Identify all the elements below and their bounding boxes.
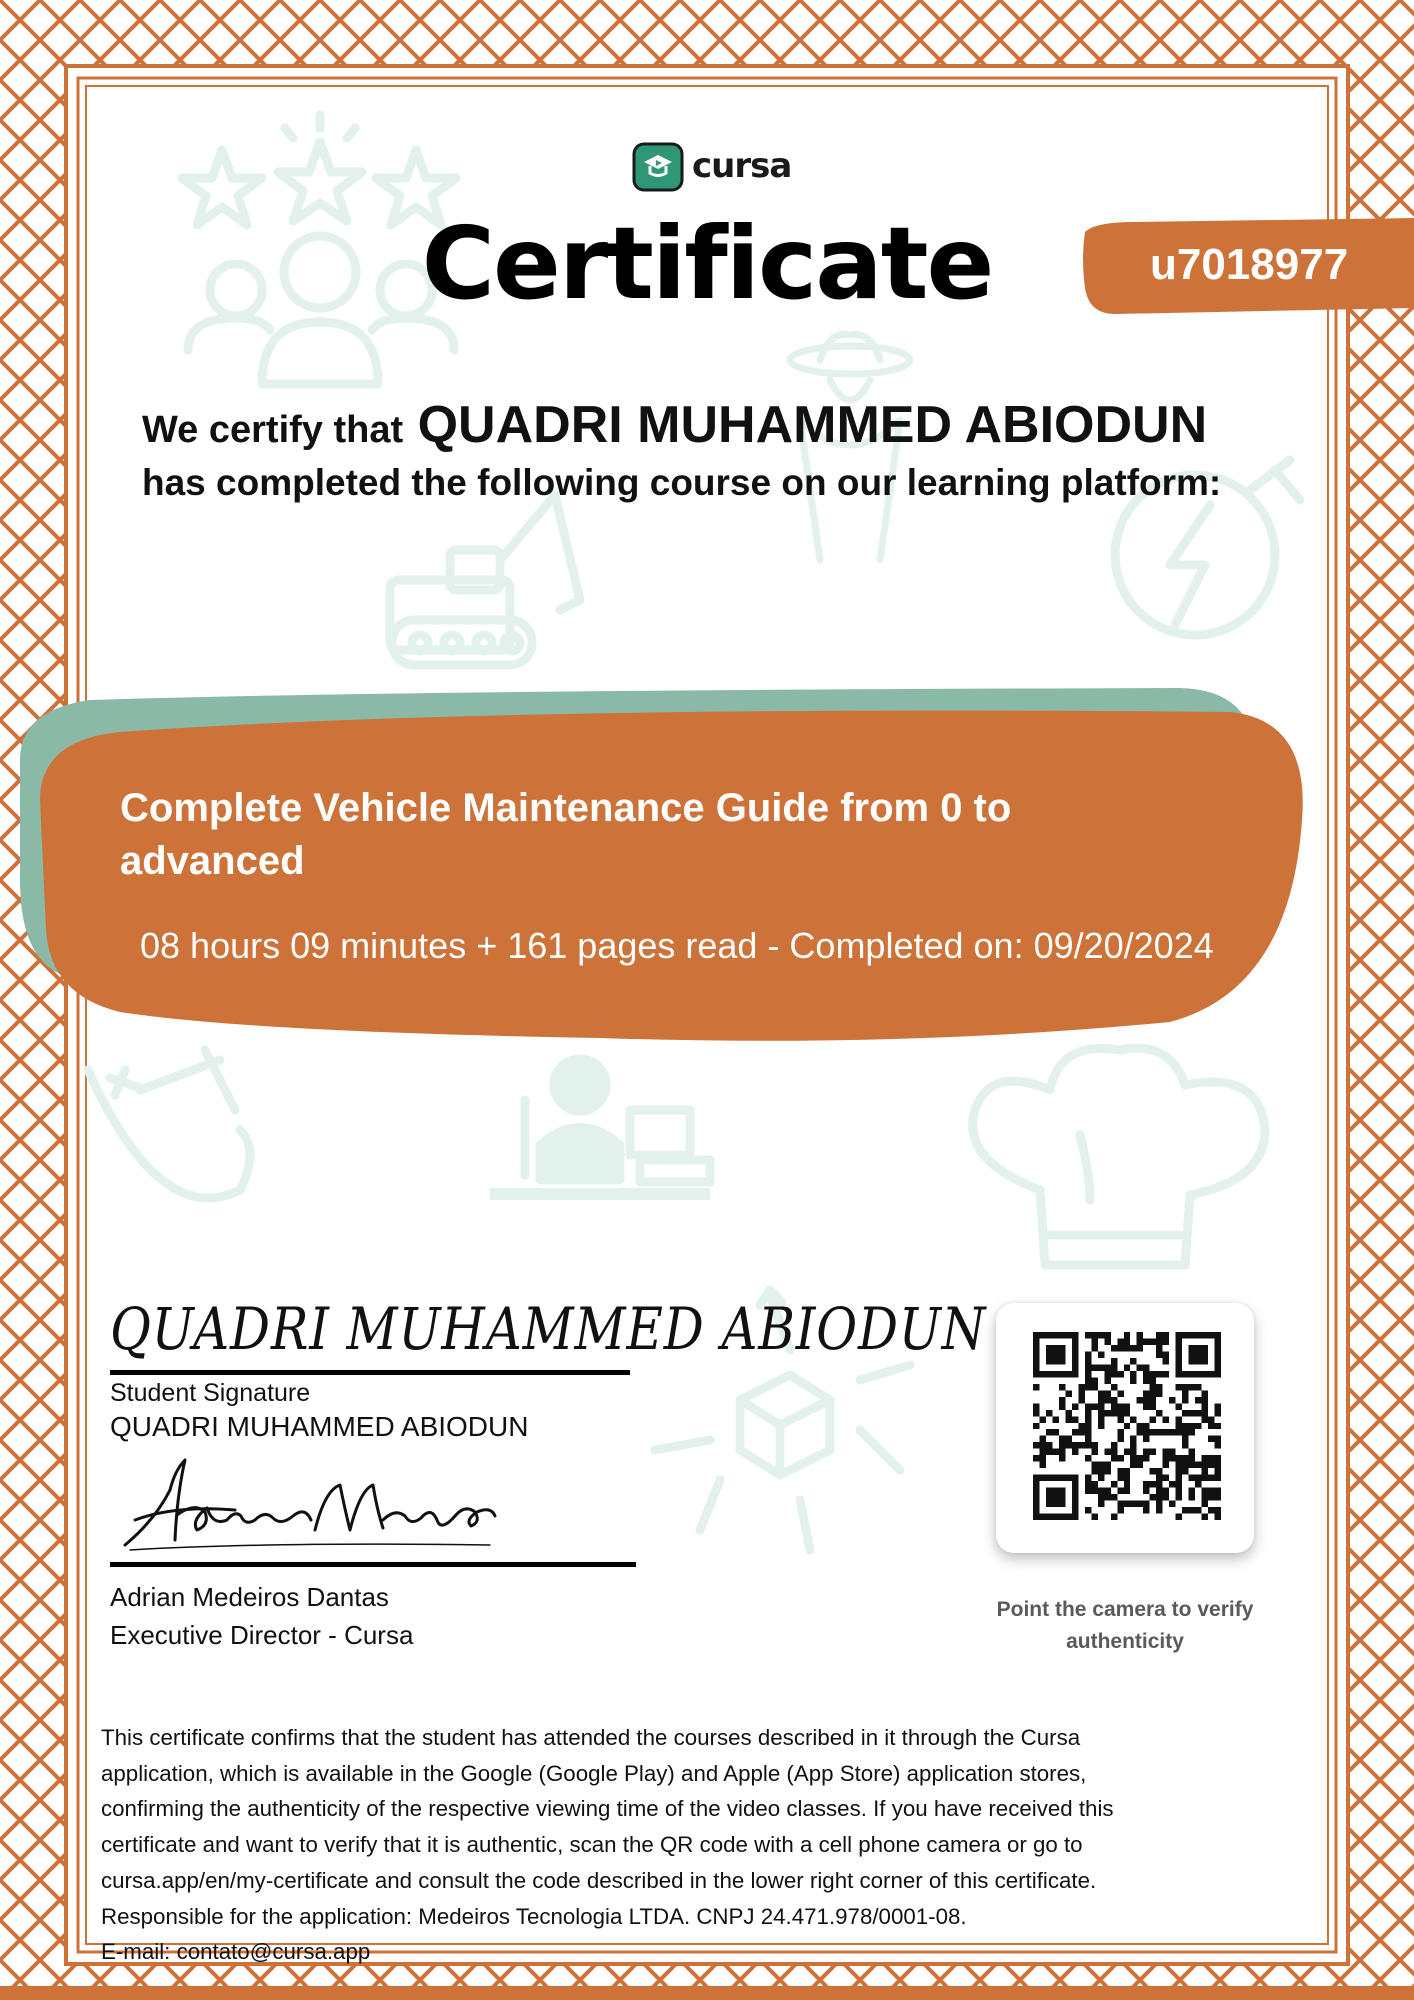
certificate-code: u7018977 xyxy=(1150,240,1349,289)
brand-name: cursa xyxy=(692,146,792,186)
footer-line: E-mail: contato@cursa.app xyxy=(101,1939,371,1965)
qr-code[interactable] xyxy=(1033,1332,1221,1520)
director-signature xyxy=(115,1450,505,1560)
director-signature-line xyxy=(110,1562,636,1567)
certify-lead: We certify that xyxy=(142,409,404,451)
cursa-logo xyxy=(632,140,791,192)
footer-line: certificate and want to verify that it is authentic, scan the QR code with a cell phone camera or go to xyxy=(101,1832,1083,1858)
certify-line xyxy=(142,395,1207,455)
certificate-title: Certificate xyxy=(421,205,993,322)
footer-line: This certificate confirms that the student has attended the courses described in it through the Cursa xyxy=(101,1725,1081,1750)
footer-line: confirming the authenticity of the respective viewing time of the video classes. If you have received this xyxy=(101,1796,1114,1822)
course-title: Complete Vehicle Maintenance Guide from 0 to advanced xyxy=(120,786,1012,883)
director-name: Adrian Medeiros Dantas xyxy=(110,1582,389,1612)
course-meta-container xyxy=(140,920,1260,976)
graduation-play-icon xyxy=(632,140,684,192)
student-signature-label: Student Signature xyxy=(110,1379,311,1407)
student-signature-line xyxy=(110,1370,630,1375)
footer-disclaimer xyxy=(101,1720,1321,1970)
course-meta: 08 hours 09 minutes + 161 pages read - Completed on: 09/20/2024 xyxy=(140,925,1214,966)
footer-line: cursa.app/en/my-certificate and consult the code described in the lower right corner of this certificate. xyxy=(101,1867,1097,1893)
student-name: QUADRI MUHAMMED ABIODUN xyxy=(417,396,1208,454)
qr-caption: Point the camera to verify authenticity xyxy=(996,1598,1254,1653)
completed-line: has completed the following course on our learning platform: xyxy=(142,462,1222,503)
student-signature-name: QUADRI MUHAMMED ABIODUN xyxy=(110,1411,529,1442)
student-signature: QUADRI MUHAMMED ABIODUN xyxy=(110,1295,987,1363)
footer-line: Responsible for the application: Medeiros Tecnologia LTDA. CNPJ 24.471.978/0001-08. xyxy=(101,1903,967,1929)
footer-line: application, which is available in the Google (Google Play) and Apple (App Store) application stores, xyxy=(101,1760,1087,1786)
director-role: Executive Director - Cursa xyxy=(110,1620,414,1650)
